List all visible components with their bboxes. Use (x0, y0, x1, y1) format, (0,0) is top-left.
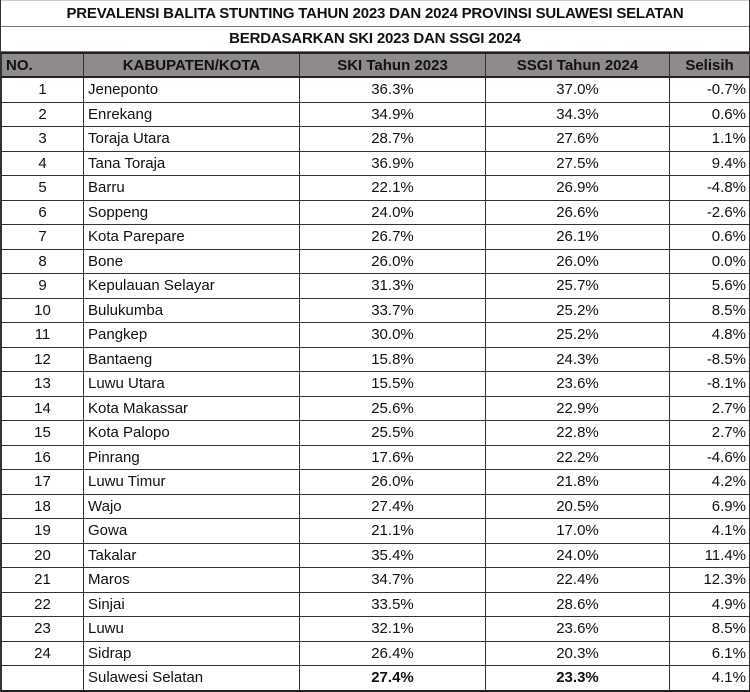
region-name: Kota Parepare (84, 225, 300, 250)
table-row (2, 519, 750, 544)
selisih-value: 4.2% (670, 470, 750, 495)
region-name: Luwu Utara (84, 372, 300, 397)
region-name: Pangkep (84, 323, 300, 348)
row-number: 5 (2, 176, 84, 201)
region-name: Takalar (84, 543, 300, 568)
ssgi-2024-value: 37.0% (486, 77, 670, 102)
row-number: 7 (2, 225, 84, 250)
row-number: 9 (2, 274, 84, 299)
selisih-value: 4.1% (670, 519, 750, 544)
table-row (2, 543, 750, 568)
region-name: Gowa (84, 519, 300, 544)
header-no: NO. (2, 53, 84, 77)
ssgi-2024-value: 24.0% (486, 543, 670, 568)
table-row (2, 274, 750, 299)
table-row (2, 445, 750, 470)
ski-2023-value: 15.8% (300, 347, 486, 372)
ski-2023-value: 26.7% (300, 225, 486, 250)
row-number: 21 (2, 568, 84, 593)
row-number: 3 (2, 127, 84, 152)
ski-2023-value: 25.6% (300, 396, 486, 421)
header-selisih: Selisih (670, 53, 750, 77)
ski-2023-value: 35.4% (300, 543, 486, 568)
table-row (2, 102, 750, 127)
row-number: 16 (2, 445, 84, 470)
table-row (2, 77, 750, 102)
header-ssgi-2024: SSGI Tahun 2024 (486, 53, 670, 77)
table-title-line-2: BERDASARKAN SKI 2023 DAN SSGI 2024 (1, 27, 749, 52)
row-number: 1 (2, 77, 84, 102)
row-number: 17 (2, 470, 84, 495)
table-row (2, 617, 750, 642)
prevalence-table (1, 52, 750, 692)
region-name: Jeneponto (84, 77, 300, 102)
table-row (2, 470, 750, 495)
ssgi-2024-value: 28.6% (486, 592, 670, 617)
row-number: 6 (2, 200, 84, 225)
row-number: 15 (2, 421, 84, 446)
table-row (2, 592, 750, 617)
ski-2023-value: 34.9% (300, 102, 486, 127)
ssgi-2024-value: 24.3% (486, 347, 670, 372)
total-region-name: Sulawesi Selatan (84, 666, 300, 691)
selisih-value: 0.6% (670, 225, 750, 250)
ssgi-2024-value: 25.7% (486, 274, 670, 299)
ski-2023-value: 30.0% (300, 323, 486, 348)
region-name: Soppeng (84, 200, 300, 225)
ski-2023-value: 26.4% (300, 641, 486, 666)
selisih-value: 8.5% (670, 298, 750, 323)
selisih-value: 5.6% (670, 274, 750, 299)
region-name: Maros (84, 568, 300, 593)
row-number: 19 (2, 519, 84, 544)
row-number: 12 (2, 347, 84, 372)
row-number: 13 (2, 372, 84, 397)
row-number: 2 (2, 102, 84, 127)
ssgi-2024-value: 27.6% (486, 127, 670, 152)
header-kabupaten-kota: KABUPATEN/KOTA (84, 53, 300, 77)
table-body (2, 77, 750, 691)
ssgi-2024-value: 22.9% (486, 396, 670, 421)
selisih-value: 6.1% (670, 641, 750, 666)
table-title-line-1: PREVALENSI BALITA STUNTING TAHUN 2023 DAN 2024 PROVINSI SULAWESI SELATAN (1, 0, 749, 27)
selisih-value: 12.3% (670, 568, 750, 593)
table-row (2, 298, 750, 323)
table-total-row (2, 666, 750, 691)
row-number: 20 (2, 543, 84, 568)
region-name: Sidrap (84, 641, 300, 666)
ski-2023-value: 17.6% (300, 445, 486, 470)
row-number: 4 (2, 151, 84, 176)
table-row (2, 176, 750, 201)
ssgi-2024-value: 20.3% (486, 641, 670, 666)
row-number: 24 (2, 641, 84, 666)
region-name: Luwu (84, 617, 300, 642)
ssgi-2024-value: 26.6% (486, 200, 670, 225)
ssgi-2024-value: 23.6% (486, 617, 670, 642)
ski-2023-value: 34.7% (300, 568, 486, 593)
total-ssgi-2024-value: 23.3% (486, 666, 670, 691)
total-ski-2023-value: 27.4% (300, 666, 486, 691)
ssgi-2024-value: 20.5% (486, 494, 670, 519)
ski-2023-value: 31.3% (300, 274, 486, 299)
ssgi-2024-value: 25.2% (486, 298, 670, 323)
ski-2023-value: 26.0% (300, 470, 486, 495)
ski-2023-value: 32.1% (300, 617, 486, 642)
ski-2023-value: 33.7% (300, 298, 486, 323)
region-name: Bantaeng (84, 347, 300, 372)
table-row (2, 151, 750, 176)
total-row-number (2, 666, 84, 691)
selisih-value: 6.9% (670, 494, 750, 519)
table-row (2, 421, 750, 446)
row-number: 18 (2, 494, 84, 519)
total-selisih-value: 4.1% (670, 666, 750, 691)
table-row (2, 641, 750, 666)
table-row (2, 323, 750, 348)
ski-2023-value: 25.5% (300, 421, 486, 446)
selisih-value: 2.7% (670, 396, 750, 421)
selisih-value: 4.9% (670, 592, 750, 617)
table-row (2, 372, 750, 397)
selisih-value: 11.4% (670, 543, 750, 568)
ski-2023-value: 36.9% (300, 151, 486, 176)
ssgi-2024-value: 25.2% (486, 323, 670, 348)
selisih-value: 0.0% (670, 249, 750, 274)
selisih-value: -4.6% (670, 445, 750, 470)
header-ski-2023: SKI Tahun 2023 (300, 53, 486, 77)
selisih-value: 8.5% (670, 617, 750, 642)
ssgi-2024-value: 23.6% (486, 372, 670, 397)
ssgi-2024-value: 22.2% (486, 445, 670, 470)
region-name: Wajo (84, 494, 300, 519)
region-name: Bone (84, 249, 300, 274)
table-row (2, 396, 750, 421)
table-header-row (2, 53, 750, 77)
region-name: Pinrang (84, 445, 300, 470)
table-row (2, 494, 750, 519)
ski-2023-value: 27.4% (300, 494, 486, 519)
table-row (2, 347, 750, 372)
ssgi-2024-value: 27.5% (486, 151, 670, 176)
ski-2023-value: 33.5% (300, 592, 486, 617)
ssgi-2024-value: 26.1% (486, 225, 670, 250)
table-row (2, 225, 750, 250)
row-number: 14 (2, 396, 84, 421)
region-name: Kepulauan Selayar (84, 274, 300, 299)
table-row (2, 249, 750, 274)
selisih-value: -8.5% (670, 347, 750, 372)
row-number: 10 (2, 298, 84, 323)
selisih-value: 2.7% (670, 421, 750, 446)
ski-2023-value: 15.5% (300, 372, 486, 397)
selisih-value: 0.6% (670, 102, 750, 127)
selisih-value: -2.6% (670, 200, 750, 225)
ski-2023-value: 28.7% (300, 127, 486, 152)
region-name: Sinjai (84, 592, 300, 617)
region-name: Kota Makassar (84, 396, 300, 421)
selisih-value: 4.8% (670, 323, 750, 348)
ssgi-2024-value: 26.0% (486, 249, 670, 274)
ssgi-2024-value: 21.8% (486, 470, 670, 495)
ski-2023-value: 24.0% (300, 200, 486, 225)
ski-2023-value: 36.3% (300, 77, 486, 102)
table-row (2, 200, 750, 225)
region-name: Enrekang (84, 102, 300, 127)
ski-2023-value: 26.0% (300, 249, 486, 274)
selisih-value: -8.1% (670, 372, 750, 397)
row-number: 23 (2, 617, 84, 642)
selisih-value: 9.4% (670, 151, 750, 176)
region-name: Tana Toraja (84, 151, 300, 176)
ski-2023-value: 21.1% (300, 519, 486, 544)
ssgi-2024-value: 22.8% (486, 421, 670, 446)
region-name: Toraja Utara (84, 127, 300, 152)
row-number: 22 (2, 592, 84, 617)
selisih-value: -0.7% (670, 77, 750, 102)
ssgi-2024-value: 17.0% (486, 519, 670, 544)
table-row (2, 568, 750, 593)
ski-2023-value: 22.1% (300, 176, 486, 201)
row-number: 11 (2, 323, 84, 348)
ssgi-2024-value: 22.4% (486, 568, 670, 593)
region-name: Kota Palopo (84, 421, 300, 446)
row-number: 8 (2, 249, 84, 274)
selisih-value: 1.1% (670, 127, 750, 152)
ssgi-2024-value: 34.3% (486, 102, 670, 127)
region-name: Bulukumba (84, 298, 300, 323)
table-row (2, 127, 750, 152)
selisih-value: -4.8% (670, 176, 750, 201)
region-name: Barru (84, 176, 300, 201)
region-name: Luwu Timur (84, 470, 300, 495)
ssgi-2024-value: 26.9% (486, 176, 670, 201)
